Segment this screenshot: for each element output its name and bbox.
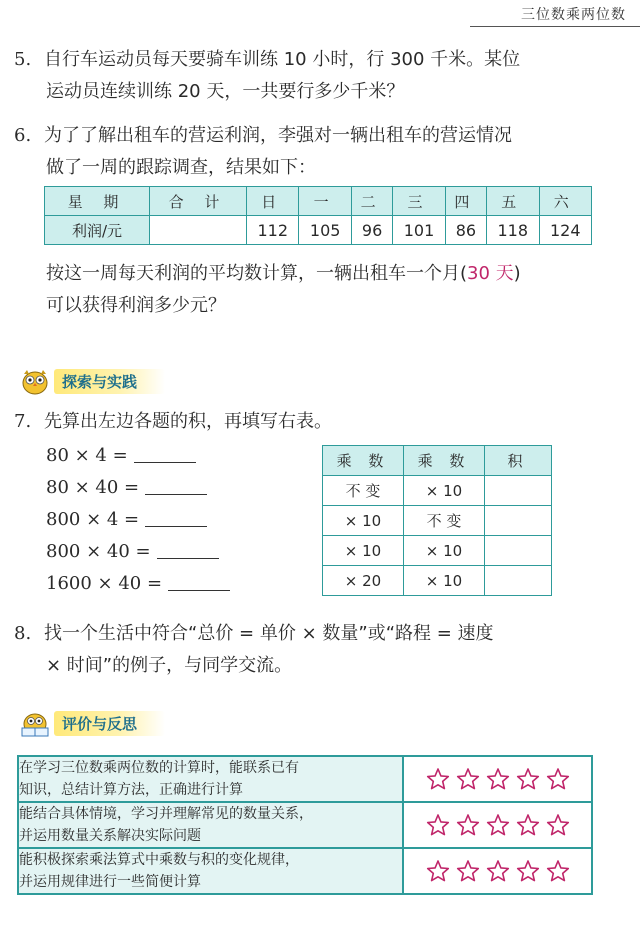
factor-cell: × 10 (323, 506, 404, 536)
section-label: 评价与反思 (54, 711, 165, 736)
factor-cell: 不 变 (404, 506, 485, 536)
problem-text: 做了一周的跟踪调查，结果如下： (46, 157, 316, 178)
header-cell: 二 (351, 187, 392, 216)
header-cell: 四 (445, 187, 486, 216)
header-cell: 日 (247, 187, 299, 216)
owl-icon (18, 366, 52, 396)
header-cell: 一 (299, 187, 351, 216)
star-icon[interactable] (516, 859, 540, 883)
table-row (323, 506, 552, 536)
value-cell: 96 (351, 216, 392, 245)
answer-blank[interactable] (145, 476, 207, 495)
evaluation-criterion (18, 802, 403, 848)
header-cell: 三 (393, 187, 445, 216)
answer-blank[interactable] (134, 444, 196, 463)
table-row (323, 536, 552, 566)
factor-cell: 不 变 (323, 476, 404, 506)
equation-row (46, 568, 230, 600)
header-cell: 星 期 (45, 187, 150, 216)
problem-5 (14, 44, 604, 108)
equation-row (46, 536, 230, 568)
section-explore-practice (18, 366, 165, 396)
profit-table (44, 186, 592, 245)
criterion-line: 能结合具体情境，学习并理解常见的数量关系， (19, 806, 313, 822)
product-cell[interactable] (485, 566, 552, 596)
factor-cell: × 10 (323, 536, 404, 566)
answer-blank[interactable] (145, 508, 207, 527)
header-cell: 乘 数 (323, 446, 404, 476)
star-icon[interactable] (516, 813, 540, 837)
star-icon[interactable] (546, 859, 570, 883)
star-icon[interactable] (486, 813, 510, 837)
star-rating (403, 802, 592, 848)
product-cell[interactable] (485, 536, 552, 566)
owl-reading-icon (18, 708, 52, 738)
problem-text: × 时间”的例子，与同学交流。 (46, 655, 293, 676)
criterion-line: 并运用规律进行一些简便计算 (19, 874, 201, 890)
problem-7 (14, 406, 604, 438)
table-header-row (45, 187, 592, 216)
problem-number: 6. (14, 125, 32, 146)
page-header-title: 三位数乘两位数 (521, 7, 626, 23)
answer-blank[interactable] (157, 540, 219, 559)
problem-number: 7. (14, 411, 32, 432)
problem-number: 5. (14, 49, 32, 70)
star-icon[interactable] (426, 859, 450, 883)
problem-number: 8. (14, 623, 32, 644)
factor-cell: × 10 (404, 566, 485, 596)
problem-text: 自行车运动员每天要骑车训练 10 小时，行 300 千米。某位 (44, 49, 521, 70)
star-icon[interactable] (546, 767, 570, 791)
equation-list (46, 440, 230, 600)
header-cell: 合 计 (150, 187, 247, 216)
star-icon[interactable] (486, 767, 510, 791)
factor-cell: × 10 (404, 536, 485, 566)
star-icon[interactable] (456, 767, 480, 791)
row-label: 利润/元 (45, 216, 150, 245)
star-icon[interactable] (486, 859, 510, 883)
evaluation-table (17, 755, 593, 895)
evaluation-row (18, 756, 592, 802)
star-icon[interactable] (546, 813, 570, 837)
equation-row (46, 472, 230, 504)
header-cell: 六 (539, 187, 592, 216)
value-cell: 86 (445, 216, 486, 245)
product-cell[interactable] (485, 506, 552, 536)
question-text: ) (513, 263, 521, 284)
star-icon[interactable] (516, 767, 540, 791)
equation-text: 80 × 4 = (46, 445, 128, 466)
section-label: 探索与实践 (54, 369, 165, 394)
star-icon[interactable] (426, 813, 450, 837)
factor-cell: × 10 (404, 476, 485, 506)
criterion-line: 在学习三位数乘两位数的计算时，能联系已有 (19, 760, 299, 776)
product-cell[interactable] (485, 476, 552, 506)
header-rule (470, 26, 640, 27)
value-cell: 112 (247, 216, 299, 245)
total-cell[interactable] (150, 216, 247, 245)
table-row (45, 216, 592, 245)
problem-text: 找一个生活中符合“总价 = 单价 × 数量”或“路程 = 速度 (44, 623, 494, 644)
section-evaluate-reflect (18, 708, 165, 738)
evaluation-criterion (18, 848, 403, 894)
problem-text: 先算出左边各题的积，再填写右表。 (44, 411, 332, 432)
star-icon[interactable] (426, 767, 450, 791)
question-text: 可以获得利润多少元？ (46, 295, 226, 316)
problem-6-question (14, 258, 604, 322)
factor-cell: × 20 (323, 566, 404, 596)
question-text: 按这一周每天利润的平均数计算，一辆出租车一个月( (46, 263, 468, 284)
value-cell: 105 (299, 216, 351, 245)
criterion-line: 能积极探索乘法算式中乘数与积的变化规律， (19, 852, 299, 868)
criterion-line: 并运用数量关系解决实际问题 (19, 828, 201, 844)
header-cell: 五 (487, 187, 539, 216)
star-rating (403, 848, 592, 894)
header-cell: 乘 数 (404, 446, 485, 476)
highlight-days: 30 天 (467, 263, 514, 284)
evaluation-criterion (18, 756, 403, 802)
equation-row (46, 504, 230, 536)
header-cell: 积 (485, 446, 552, 476)
star-icon[interactable] (456, 813, 480, 837)
evaluation-row (18, 848, 592, 894)
factor-table (322, 445, 552, 596)
criterion-line: 知识，总结计算方法，正确进行计算 (19, 782, 243, 798)
equation-text: 80 × 40 = (46, 477, 140, 498)
equation-text: 800 × 4 = (46, 509, 140, 530)
star-rating (403, 756, 592, 802)
problem-8 (14, 618, 604, 682)
table-row (323, 566, 552, 596)
equation-text: 800 × 40 = (46, 541, 151, 562)
table-header-row (323, 446, 552, 476)
table-row (323, 476, 552, 506)
equation-text: 1600 × 40 = (46, 573, 163, 594)
evaluation-row (18, 802, 592, 848)
problem-text: 运动员连续训练 20 天，一共要行多少千米？ (46, 81, 405, 102)
answer-blank[interactable] (168, 572, 230, 591)
problem-6 (14, 120, 604, 184)
equation-row (46, 440, 230, 472)
problem-text: 为了了解出租车的营运利润，李强对一辆出租车的营运情况 (44, 125, 512, 146)
value-cell: 124 (539, 216, 592, 245)
star-icon[interactable] (456, 859, 480, 883)
value-cell: 101 (393, 216, 445, 245)
value-cell: 118 (487, 216, 539, 245)
